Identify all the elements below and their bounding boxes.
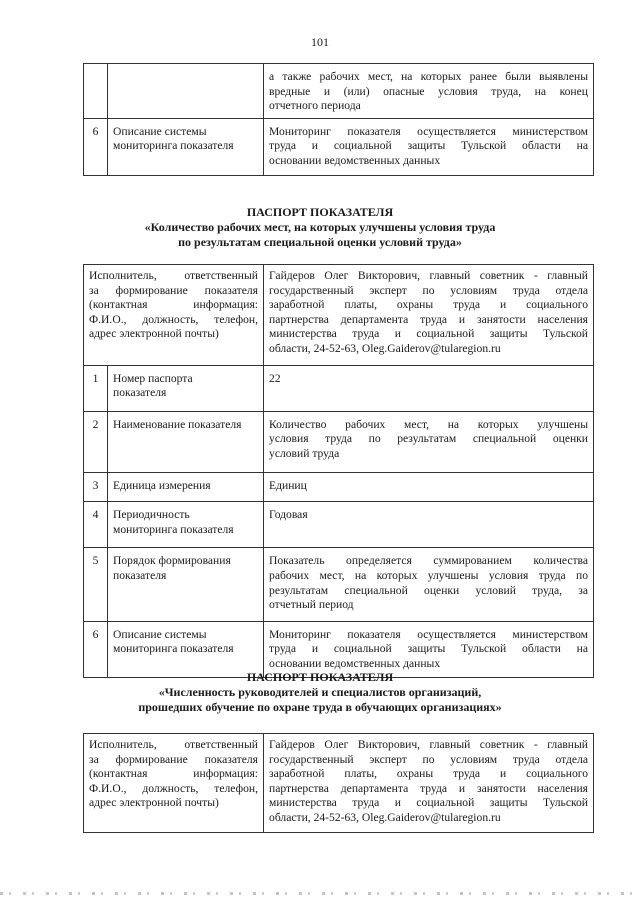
row-value: [264, 118, 594, 175]
value-line: Годовая: [269, 508, 308, 522]
row-number: [84, 64, 108, 119]
row-label: [108, 365, 264, 411]
passport1-subtitle-line: «Количество рабочих мест, на которых улучшены условия труда: [144, 220, 496, 234]
value-line: Мониторинг показателя осуществляется министерством: [269, 124, 588, 138]
value-line: рабочих мест, на которых улучшены условия труда по: [269, 568, 589, 582]
value-line: труда и социальной защиты Тульской области на: [269, 139, 588, 153]
value-line: партнерства департамента труда и занятости населения: [269, 312, 589, 326]
value-line: вредные и (или) опасные условия труда, на конец: [269, 84, 588, 98]
label-line: (контактная информация:: [89, 767, 259, 781]
scan-artifact-line: [0, 892, 640, 895]
row-number: 4: [84, 502, 108, 548]
label-line: Периодичность: [113, 508, 190, 522]
passport1-title: ПАСПОРТ ПОКАЗАТЕЛЯ: [246, 205, 394, 219]
row-label: [108, 64, 264, 119]
passport2-table: [83, 733, 594, 833]
value-line: Единиц: [269, 478, 307, 492]
row-label: [108, 472, 264, 502]
table-row: [84, 411, 594, 472]
label-line: за формирование показателя: [89, 752, 259, 766]
executor-label: [84, 265, 264, 366]
value-line: министерства труда и социальной защиты Тульской: [269, 327, 589, 341]
label-line: показателя: [113, 568, 167, 582]
value-line: Мониторинг показателя осуществляется министерством: [269, 627, 589, 641]
table-row: [84, 118, 594, 175]
row-number: 6: [84, 621, 108, 678]
value-line: министерства труда и социальной защиты Тульской: [269, 796, 589, 810]
passport1-table: [83, 264, 594, 678]
table-row: [84, 265, 594, 366]
row-label: [108, 548, 264, 621]
value-line: основании ведомственных данных: [269, 153, 441, 167]
label-line: мониторинга показателя: [113, 522, 234, 536]
value-line: основании ведомственных данных: [269, 656, 441, 670]
row-value: [264, 411, 594, 472]
value-line: отчетного периода: [269, 99, 361, 113]
row-label: [108, 118, 264, 175]
value-line: Гайдеров Олег Викторович, главный советник - главный: [269, 269, 589, 282]
row-value: [264, 548, 594, 621]
value-line: партнерства департамента труда и занятости населения: [269, 781, 589, 795]
label-line: (контактная информация:: [89, 298, 259, 312]
passport2-title: ПАСПОРТ ПОКАЗАТЕЛЯ: [246, 670, 394, 684]
value-line: государственный эксперт по условиям труда отдела: [269, 752, 589, 766]
table-row: [84, 64, 594, 119]
value-line: заработной платы, охраны труда и социального: [269, 767, 589, 781]
label-line: Номер паспорта: [113, 371, 193, 385]
row-number: 5: [84, 548, 108, 621]
value-line: Показатель определяется суммированием количества: [269, 554, 589, 568]
row-value: [264, 472, 594, 502]
value-line: отчетный период: [269, 598, 354, 612]
label-line: Исполнитель, ответственный: [89, 269, 259, 282]
label-line: Порядок формирования: [113, 554, 231, 568]
label-line: показателя: [113, 386, 167, 400]
value-line: заработной платы, охраны труда и социального: [269, 298, 589, 312]
value-line: труда и социальной защиты Тульской области на: [269, 642, 589, 656]
executor-value: [264, 265, 594, 366]
table-row: [84, 365, 594, 411]
passport1-subtitle-line: по результатам специальной оценки условий труда»: [178, 235, 462, 249]
passport2-subtitle-line: прошедших обучение по охране труда в обучающих организациях»: [138, 700, 502, 714]
row-number: 6: [84, 118, 108, 175]
label-line: адрес электронной почты): [89, 327, 219, 341]
row-number: 1: [84, 365, 108, 411]
executor-label: [84, 734, 264, 833]
label-line: Описание системы: [113, 124, 207, 138]
value-line: условия труда по результатам специальной оценки: [269, 432, 589, 446]
row-value: [264, 365, 594, 411]
label-line: Ф.И.О., должность, телефон,: [89, 312, 259, 326]
page-number: 101: [311, 35, 329, 49]
label-line: Описание системы: [113, 627, 207, 641]
value-line: области, 24-52-63, Oleg.Gaiderov@tularegion.ru: [269, 341, 501, 355]
top-table: [83, 63, 594, 176]
value-line: результатам специальной оценки условий труда, за: [269, 583, 589, 597]
table-row: [84, 472, 594, 502]
label-line: мониторинга показателя: [113, 642, 234, 656]
label-line: мониторинга показателя: [113, 139, 234, 153]
label-line: Исполнитель, ответственный: [89, 738, 259, 751]
value-line: 22: [269, 371, 281, 385]
table-row: [84, 548, 594, 621]
row-value: [264, 502, 594, 548]
row-number: 2: [84, 411, 108, 472]
label-line: за формирование показателя: [89, 283, 259, 297]
table-row: [84, 502, 594, 548]
value-line: Количество рабочих мест, на которых улучшены: [269, 417, 589, 431]
value-line: а также рабочих мест, на которых ранее были выявлены: [269, 70, 588, 83]
row-number: 3: [84, 472, 108, 502]
value-line: Гайдеров Олег Викторович, главный советник - главный: [269, 738, 589, 751]
passport2-subtitle-line: «Численность руководителей и специалистов организаций,: [158, 685, 482, 699]
label-line: Наименование показателя: [113, 417, 242, 431]
table-row: [84, 734, 594, 833]
value-line: государственный эксперт по условиям труда отдела: [269, 283, 589, 297]
value-line: области, 24-52-63, Oleg.Gaiderov@tularegion.ru: [269, 810, 501, 824]
label-line: адрес электронной почты): [89, 796, 219, 810]
row-label: [108, 502, 264, 548]
row-label: [108, 411, 264, 472]
row-value: [264, 64, 594, 119]
value-line: условий труда: [269, 446, 340, 460]
passport2-heading: [0, 670, 640, 715]
executor-value: [264, 734, 594, 833]
label-line: Единица измерения: [113, 478, 211, 492]
label-line: Ф.И.О., должность, телефон,: [89, 781, 259, 795]
passport1-heading: [0, 205, 640, 250]
